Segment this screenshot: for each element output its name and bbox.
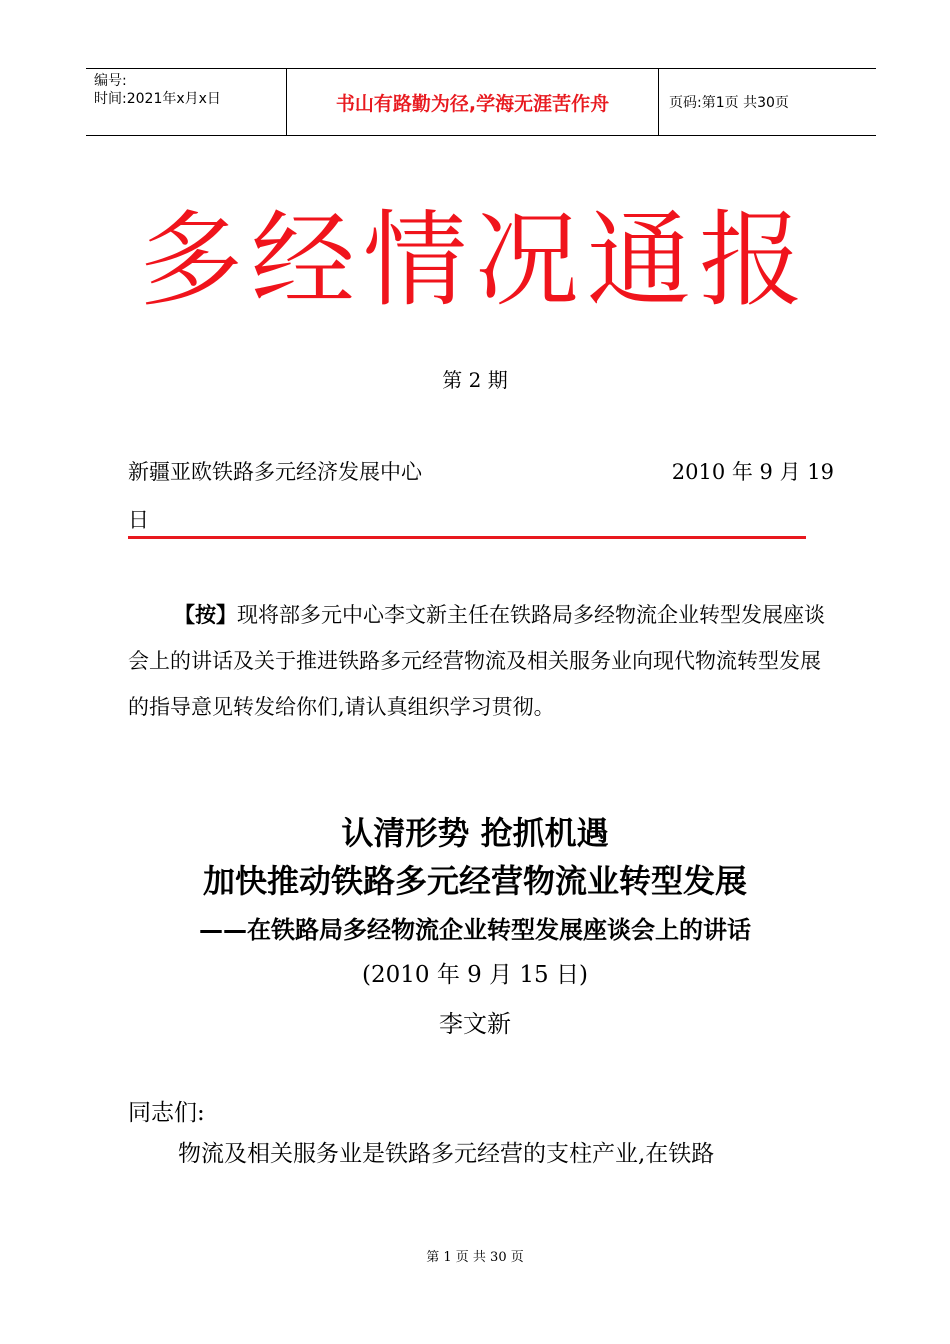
page-footer: 第 1 页 共 30 页	[426, 1250, 524, 1265]
motto-text: 书山有路勤为径,学海无涯苦作舟	[335, 92, 610, 115]
speech-speaker: 李文新	[439, 1010, 511, 1038]
red-divider	[128, 536, 806, 539]
issue-number: 第 2 期	[442, 368, 508, 392]
header-motto-cell	[286, 69, 659, 135]
issuer-date-continued: 日	[128, 508, 149, 532]
salutation: 同志们:	[128, 1100, 205, 1126]
issuer-organization: 新疆亚欧铁路多元经济发展中心	[128, 460, 422, 484]
speech-title-line2: 加快推动铁路多元经营物流业转型发展	[202, 862, 747, 900]
header-meta-cell	[86, 69, 286, 135]
issuer-row	[128, 456, 834, 486]
body-paragraph: 物流及相关服务业是铁路多元经营的支柱产业,在铁路	[178, 1141, 715, 1167]
time-label: 时间:2021年x月x日	[94, 91, 221, 107]
number-label: 编号:	[94, 73, 127, 89]
masthead-title: 多经情况通报	[138, 199, 811, 321]
editor-note	[128, 592, 834, 730]
page-info: 页码:第1页 共30页	[669, 95, 789, 111]
header-page-cell	[659, 69, 876, 135]
issuer-date: 2010 年 9 月 19	[671, 460, 834, 484]
note-text: 现将部多元中心李文新主任在铁路局多经物流企业转型发展座谈会上的讲话及关于推进铁路多元经营物流及相关服务业向现代物流转型发展的指导意见转发给你们,请认真组织学习贯彻。	[128, 603, 825, 719]
header-table	[86, 68, 876, 136]
speech-subtitle: ——在铁路局多经物流企业转型发展座谈会上的讲话	[199, 916, 751, 944]
note-tag: 【按】	[174, 602, 237, 627]
speech-title-line1: 认清形势 抢抓机遇	[341, 814, 609, 852]
speech-date: (2010 年 9 月 15 日)	[362, 962, 588, 988]
